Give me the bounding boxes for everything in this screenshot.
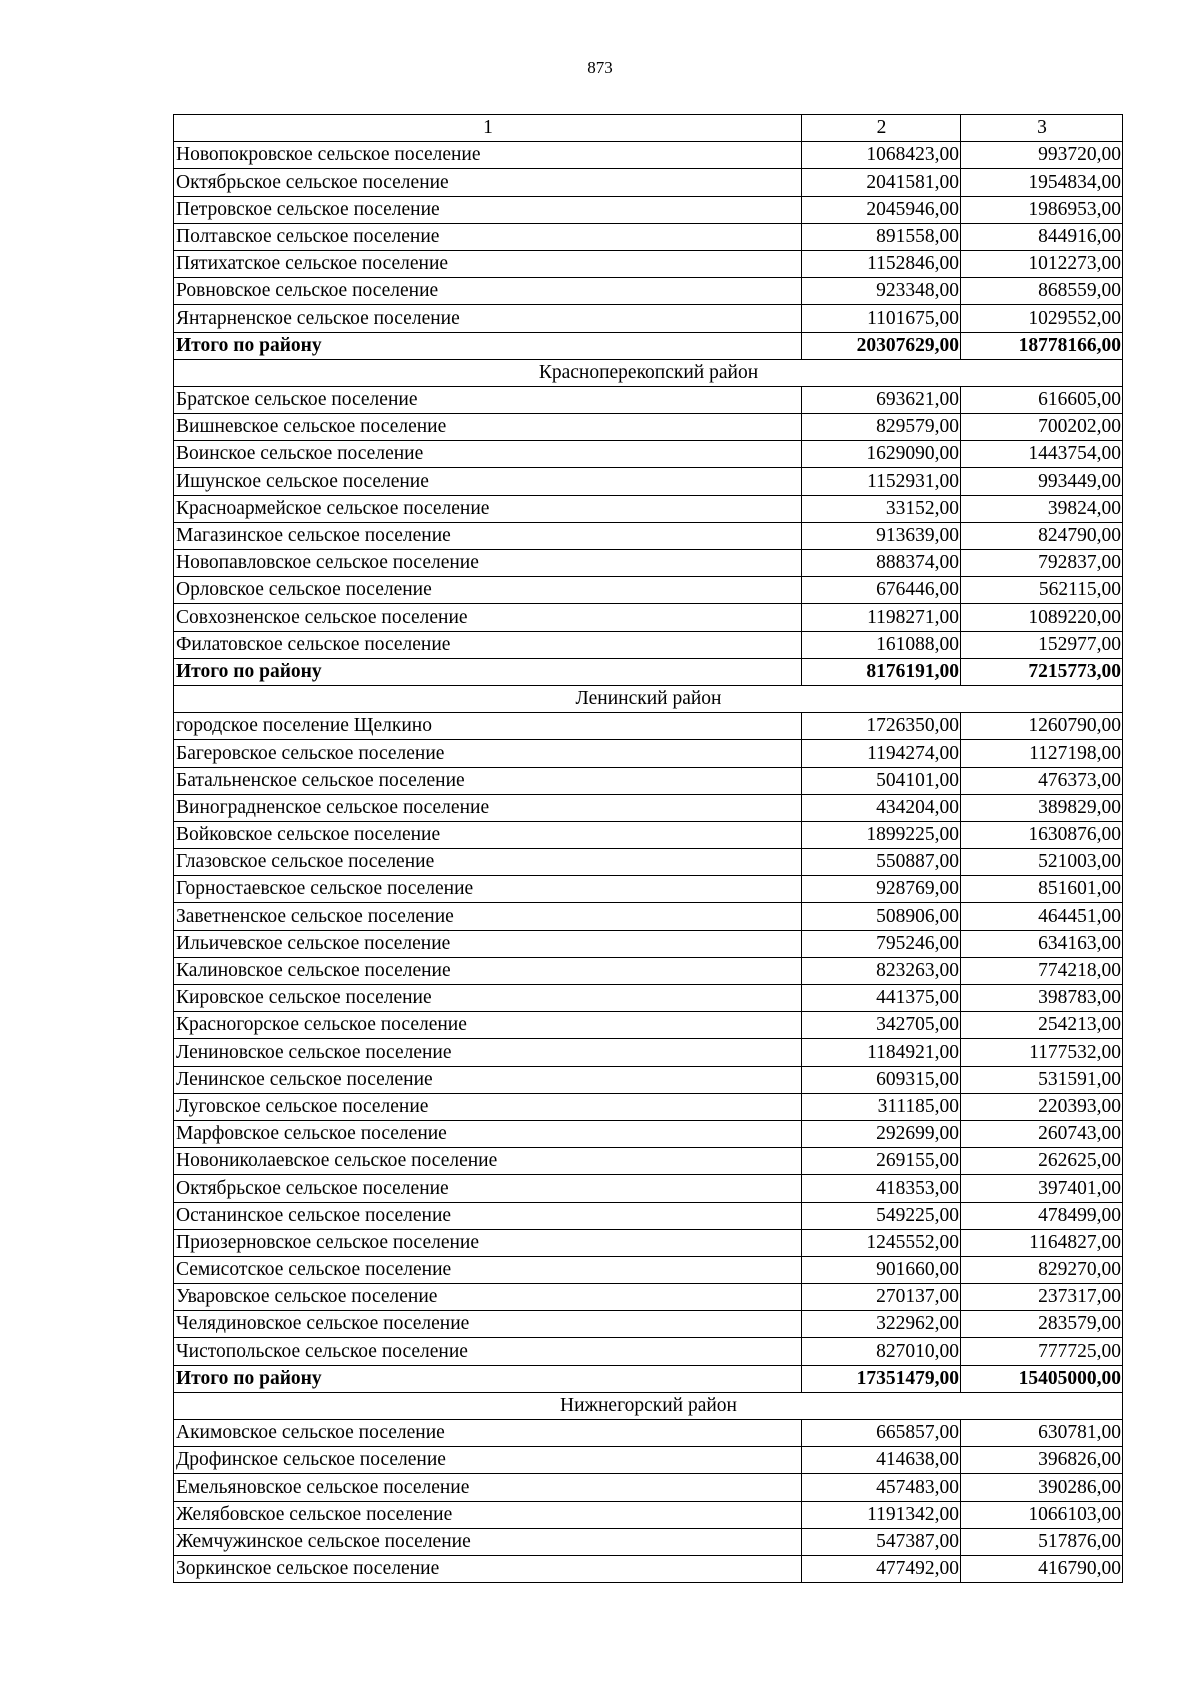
settlement-name-cell: Челядиновское сельское поселение (174, 1311, 802, 1338)
settlement-name-cell: Братское сельское поселение (174, 386, 802, 413)
value-column-2-cell: 1198271,00 (802, 604, 961, 631)
table-row (174, 849, 1123, 876)
settlement-name-cell: Итого по району (174, 658, 802, 685)
settlement-name-cell: Емельяновское сельское поселение (174, 1474, 802, 1501)
table-row (174, 794, 1123, 821)
table-row (174, 713, 1123, 740)
page-number: 873 (587, 58, 613, 77)
table-row (174, 740, 1123, 767)
settlement-name-cell: Приозерновское сельское поселение (174, 1229, 802, 1256)
value-column-2-cell: 8176191,00 (802, 658, 961, 685)
settlement-name-cell: Вишневское сельское поселение (174, 414, 802, 441)
settlement-name-cell: Ишунское сельское поселение (174, 468, 802, 495)
table-row (174, 957, 1123, 984)
settlement-name-cell: Акимовское сельское поселение (174, 1420, 802, 1447)
table-row (174, 305, 1123, 332)
value-column-3-cell: 39824,00 (961, 495, 1123, 522)
settlement-name-cell: Глазовское сельское поселение (174, 849, 802, 876)
value-column-2-cell: 549225,00 (802, 1202, 961, 1229)
settlement-name-cell: Войковское сельское поселение (174, 821, 802, 848)
value-column-3-cell: 700202,00 (961, 414, 1123, 441)
settlement-name-cell: Уваровское сельское поселение (174, 1284, 802, 1311)
table-row (174, 903, 1123, 930)
settlement-name-cell: Итого по району (174, 332, 802, 359)
value-column-3-cell: 1066103,00 (961, 1501, 1123, 1528)
value-column-3-cell: 616605,00 (961, 386, 1123, 413)
table-row (174, 604, 1123, 631)
value-column-3-cell: 7215773,00 (961, 658, 1123, 685)
table-row (174, 196, 1123, 223)
value-column-2-cell: 550887,00 (802, 849, 961, 876)
settlement-name-cell: Новопокровское сельское поселение (174, 142, 802, 169)
value-column-3-cell: 390286,00 (961, 1474, 1123, 1501)
settlement-name-cell: Филатовское сельское поселение (174, 631, 802, 658)
value-column-3-cell: 15405000,00 (961, 1365, 1123, 1392)
settlement-name-cell: Горностаевское сельское поселение (174, 876, 802, 903)
table-row (174, 495, 1123, 522)
value-column-2-cell: 928769,00 (802, 876, 961, 903)
value-column-2-cell: 1152931,00 (802, 468, 961, 495)
table-row (174, 1175, 1123, 1202)
table-row (174, 1039, 1123, 1066)
value-column-3-cell: 398783,00 (961, 985, 1123, 1012)
settlement-name-cell: Орловское сельское поселение (174, 577, 802, 604)
table-row (174, 250, 1123, 277)
settlement-name-cell: Багеровское сельское поселение (174, 740, 802, 767)
value-column-3-cell: 844916,00 (961, 223, 1123, 250)
value-column-2-cell: 20307629,00 (802, 332, 961, 359)
value-column-3-cell: 517876,00 (961, 1528, 1123, 1555)
table-row (174, 468, 1123, 495)
table-row (174, 876, 1123, 903)
value-column-2-cell: 504101,00 (802, 767, 961, 794)
value-column-2-cell: 609315,00 (802, 1066, 961, 1093)
settlement-name-cell: Луговское сельское поселение (174, 1093, 802, 1120)
value-column-3-cell: 389829,00 (961, 794, 1123, 821)
settlement-name-cell: Петровское сельское поселение (174, 196, 802, 223)
value-column-2-cell: 888374,00 (802, 550, 961, 577)
value-column-3-cell: 1029552,00 (961, 305, 1123, 332)
value-column-3-cell: 476373,00 (961, 767, 1123, 794)
settlement-name-cell: Воинское сельское поселение (174, 441, 802, 468)
settlement-name-cell: Жемчужинское сельское поселение (174, 1528, 802, 1555)
value-column-3-cell: 397401,00 (961, 1175, 1123, 1202)
value-column-3-cell: 1164827,00 (961, 1229, 1123, 1256)
budget-table (173, 114, 1123, 1583)
value-column-3-cell: 260743,00 (961, 1120, 1123, 1147)
value-column-3-cell: 993449,00 (961, 468, 1123, 495)
value-column-3-cell: 824790,00 (961, 522, 1123, 549)
settlement-name-cell: Новопавловское сельское поселение (174, 550, 802, 577)
value-column-2-cell: 829579,00 (802, 414, 961, 441)
settlement-name-cell: Марфовское сельское поселение (174, 1120, 802, 1147)
value-column-3-cell: 478499,00 (961, 1202, 1123, 1229)
table-row (174, 1420, 1123, 1447)
settlement-name-cell: Батальненское сельское поселение (174, 767, 802, 794)
value-column-3-cell: 1089220,00 (961, 604, 1123, 631)
column-header-3: 3 (961, 115, 1123, 142)
table-row (174, 1338, 1123, 1365)
district-total-row (174, 1365, 1123, 1392)
value-column-2-cell: 418353,00 (802, 1175, 961, 1202)
district-name: Красноперекопский район (174, 359, 1123, 386)
table-row (174, 386, 1123, 413)
column-header-1: 1 (174, 115, 802, 142)
settlement-name-cell: городское поселение Щелкино (174, 713, 802, 740)
table-row (174, 414, 1123, 441)
table-row (174, 1311, 1123, 1338)
district-name: Ленинский район (174, 685, 1123, 712)
table-row (174, 577, 1123, 604)
value-column-2-cell: 477492,00 (802, 1555, 961, 1582)
table-row (174, 930, 1123, 957)
value-column-3-cell: 562115,00 (961, 577, 1123, 604)
table-row (174, 821, 1123, 848)
table-row (174, 1066, 1123, 1093)
value-column-3-cell: 829270,00 (961, 1256, 1123, 1283)
table-row (174, 1501, 1123, 1528)
district-total-row (174, 332, 1123, 359)
value-column-3-cell: 1443754,00 (961, 441, 1123, 468)
value-column-2-cell: 1068423,00 (802, 142, 961, 169)
table-row (174, 1120, 1123, 1147)
value-column-3-cell: 777725,00 (961, 1338, 1123, 1365)
value-column-3-cell: 1954834,00 (961, 169, 1123, 196)
table-row (174, 1555, 1123, 1582)
value-column-2-cell: 508906,00 (802, 903, 961, 930)
value-column-3-cell: 254213,00 (961, 1012, 1123, 1039)
table-row (174, 169, 1123, 196)
table-body (174, 142, 1123, 1583)
settlement-name-cell: Заветненское сельское поселение (174, 903, 802, 930)
value-column-3-cell: 1630876,00 (961, 821, 1123, 848)
settlement-name-cell: Чистопольское сельское поселение (174, 1338, 802, 1365)
table-row (174, 441, 1123, 468)
table-row (174, 550, 1123, 577)
value-column-2-cell: 17351479,00 (802, 1365, 961, 1392)
settlement-name-cell: Полтавское сельское поселение (174, 223, 802, 250)
settlement-name-cell: Дрофинское сельское поселение (174, 1447, 802, 1474)
value-column-2-cell: 457483,00 (802, 1474, 961, 1501)
value-column-3-cell: 851601,00 (961, 876, 1123, 903)
column-header-2: 2 (802, 115, 961, 142)
settlement-name-cell: Октябрьское сельское поселение (174, 1175, 802, 1202)
value-column-2-cell: 665857,00 (802, 1420, 961, 1447)
value-column-2-cell: 1899225,00 (802, 821, 961, 848)
value-column-3-cell: 1177532,00 (961, 1039, 1123, 1066)
settlement-name-cell: Желябовское сельское поселение (174, 1501, 802, 1528)
table-row (174, 1447, 1123, 1474)
value-column-2-cell: 270137,00 (802, 1284, 961, 1311)
value-column-2-cell: 547387,00 (802, 1528, 961, 1555)
settlement-name-cell: Октябрьское сельское поселение (174, 169, 802, 196)
table-row (174, 223, 1123, 250)
value-column-2-cell: 913639,00 (802, 522, 961, 549)
settlement-name-cell: Зоркинское сельское поселение (174, 1555, 802, 1582)
settlement-name-cell: Итого по району (174, 1365, 802, 1392)
settlement-name-cell: Кировское сельское поселение (174, 985, 802, 1012)
value-column-3-cell: 1127198,00 (961, 740, 1123, 767)
value-column-2-cell: 823263,00 (802, 957, 961, 984)
value-column-2-cell: 33152,00 (802, 495, 961, 522)
district-header-row (174, 1392, 1123, 1419)
value-column-2-cell: 693621,00 (802, 386, 961, 413)
table-row (174, 1148, 1123, 1175)
table-row (174, 1229, 1123, 1256)
table-row (174, 1093, 1123, 1120)
settlement-name-cell: Совхозненское сельское поселение (174, 604, 802, 631)
table-row (174, 278, 1123, 305)
value-column-2-cell: 901660,00 (802, 1256, 961, 1283)
value-column-3-cell: 774218,00 (961, 957, 1123, 984)
value-column-3-cell: 416790,00 (961, 1555, 1123, 1582)
value-column-2-cell: 1726350,00 (802, 713, 961, 740)
settlement-name-cell: Магазинское сельское поселение (174, 522, 802, 549)
value-column-3-cell: 1012273,00 (961, 250, 1123, 277)
value-column-2-cell: 1245552,00 (802, 1229, 961, 1256)
table-row (174, 631, 1123, 658)
value-column-2-cell: 1152846,00 (802, 250, 961, 277)
value-column-2-cell: 342705,00 (802, 1012, 961, 1039)
table-row (174, 142, 1123, 169)
value-column-3-cell: 993720,00 (961, 142, 1123, 169)
value-column-2-cell: 441375,00 (802, 985, 961, 1012)
value-column-2-cell: 1191342,00 (802, 1501, 961, 1528)
value-column-3-cell: 237317,00 (961, 1284, 1123, 1311)
value-column-2-cell: 1194274,00 (802, 740, 961, 767)
value-column-2-cell: 795246,00 (802, 930, 961, 957)
settlement-name-cell: Янтарненское сельское поселение (174, 305, 802, 332)
value-column-2-cell: 1629090,00 (802, 441, 961, 468)
value-column-3-cell: 396826,00 (961, 1447, 1123, 1474)
settlement-name-cell: Ленинское сельское поселение (174, 1066, 802, 1093)
district-total-row (174, 658, 1123, 685)
value-column-2-cell: 2045946,00 (802, 196, 961, 223)
value-column-3-cell: 868559,00 (961, 278, 1123, 305)
value-column-3-cell: 634163,00 (961, 930, 1123, 957)
district-header-row (174, 685, 1123, 712)
value-column-3-cell: 1986953,00 (961, 196, 1123, 223)
settlement-name-cell: Новониколаевское сельское поселение (174, 1148, 802, 1175)
table-row (174, 1012, 1123, 1039)
value-column-3-cell: 283579,00 (961, 1311, 1123, 1338)
value-column-3-cell: 521003,00 (961, 849, 1123, 876)
value-column-2-cell: 292699,00 (802, 1120, 961, 1147)
settlement-name-cell: Красноармейское сельское поселение (174, 495, 802, 522)
table-row (174, 1284, 1123, 1311)
settlement-name-cell: Ровновское сельское поселение (174, 278, 802, 305)
value-column-2-cell: 2041581,00 (802, 169, 961, 196)
table-row (174, 985, 1123, 1012)
district-header-row (174, 359, 1123, 386)
table-row (174, 522, 1123, 549)
value-column-2-cell: 891558,00 (802, 223, 961, 250)
settlement-name-cell: Останинское сельское поселение (174, 1202, 802, 1229)
value-column-2-cell: 1184921,00 (802, 1039, 961, 1066)
table-row (174, 1474, 1123, 1501)
value-column-3-cell: 18778166,00 (961, 332, 1123, 359)
settlement-name-cell: Виноградненское сельское поселение (174, 794, 802, 821)
table-row (174, 767, 1123, 794)
settlement-name-cell: Лениновское сельское поселение (174, 1039, 802, 1066)
value-column-3-cell: 152977,00 (961, 631, 1123, 658)
value-column-2-cell: 676446,00 (802, 577, 961, 604)
settlement-name-cell: Калиновское сельское поселение (174, 957, 802, 984)
value-column-3-cell: 262625,00 (961, 1148, 1123, 1175)
value-column-2-cell: 322962,00 (802, 1311, 961, 1338)
settlement-name-cell: Красногорское сельское поселение (174, 1012, 802, 1039)
value-column-3-cell: 220393,00 (961, 1093, 1123, 1120)
value-column-3-cell: 792837,00 (961, 550, 1123, 577)
value-column-2-cell: 1101675,00 (802, 305, 961, 332)
value-column-2-cell: 414638,00 (802, 1447, 961, 1474)
value-column-2-cell: 923348,00 (802, 278, 961, 305)
value-column-2-cell: 161088,00 (802, 631, 961, 658)
settlement-name-cell: Пятихатское сельское поселение (174, 250, 802, 277)
value-column-2-cell: 827010,00 (802, 1338, 961, 1365)
table-row (174, 1256, 1123, 1283)
table-row (174, 1528, 1123, 1555)
district-name: Нижнегорский район (174, 1392, 1123, 1419)
value-column-3-cell: 630781,00 (961, 1420, 1123, 1447)
value-column-3-cell: 464451,00 (961, 903, 1123, 930)
table-header-row (174, 115, 1123, 142)
value-column-2-cell: 311185,00 (802, 1093, 961, 1120)
value-column-2-cell: 434204,00 (802, 794, 961, 821)
settlement-name-cell: Семисотское сельское поселение (174, 1256, 802, 1283)
value-column-2-cell: 269155,00 (802, 1148, 961, 1175)
table-row (174, 1202, 1123, 1229)
settlement-name-cell: Ильичевское сельское поселение (174, 930, 802, 957)
value-column-3-cell: 1260790,00 (961, 713, 1123, 740)
value-column-3-cell: 531591,00 (961, 1066, 1123, 1093)
